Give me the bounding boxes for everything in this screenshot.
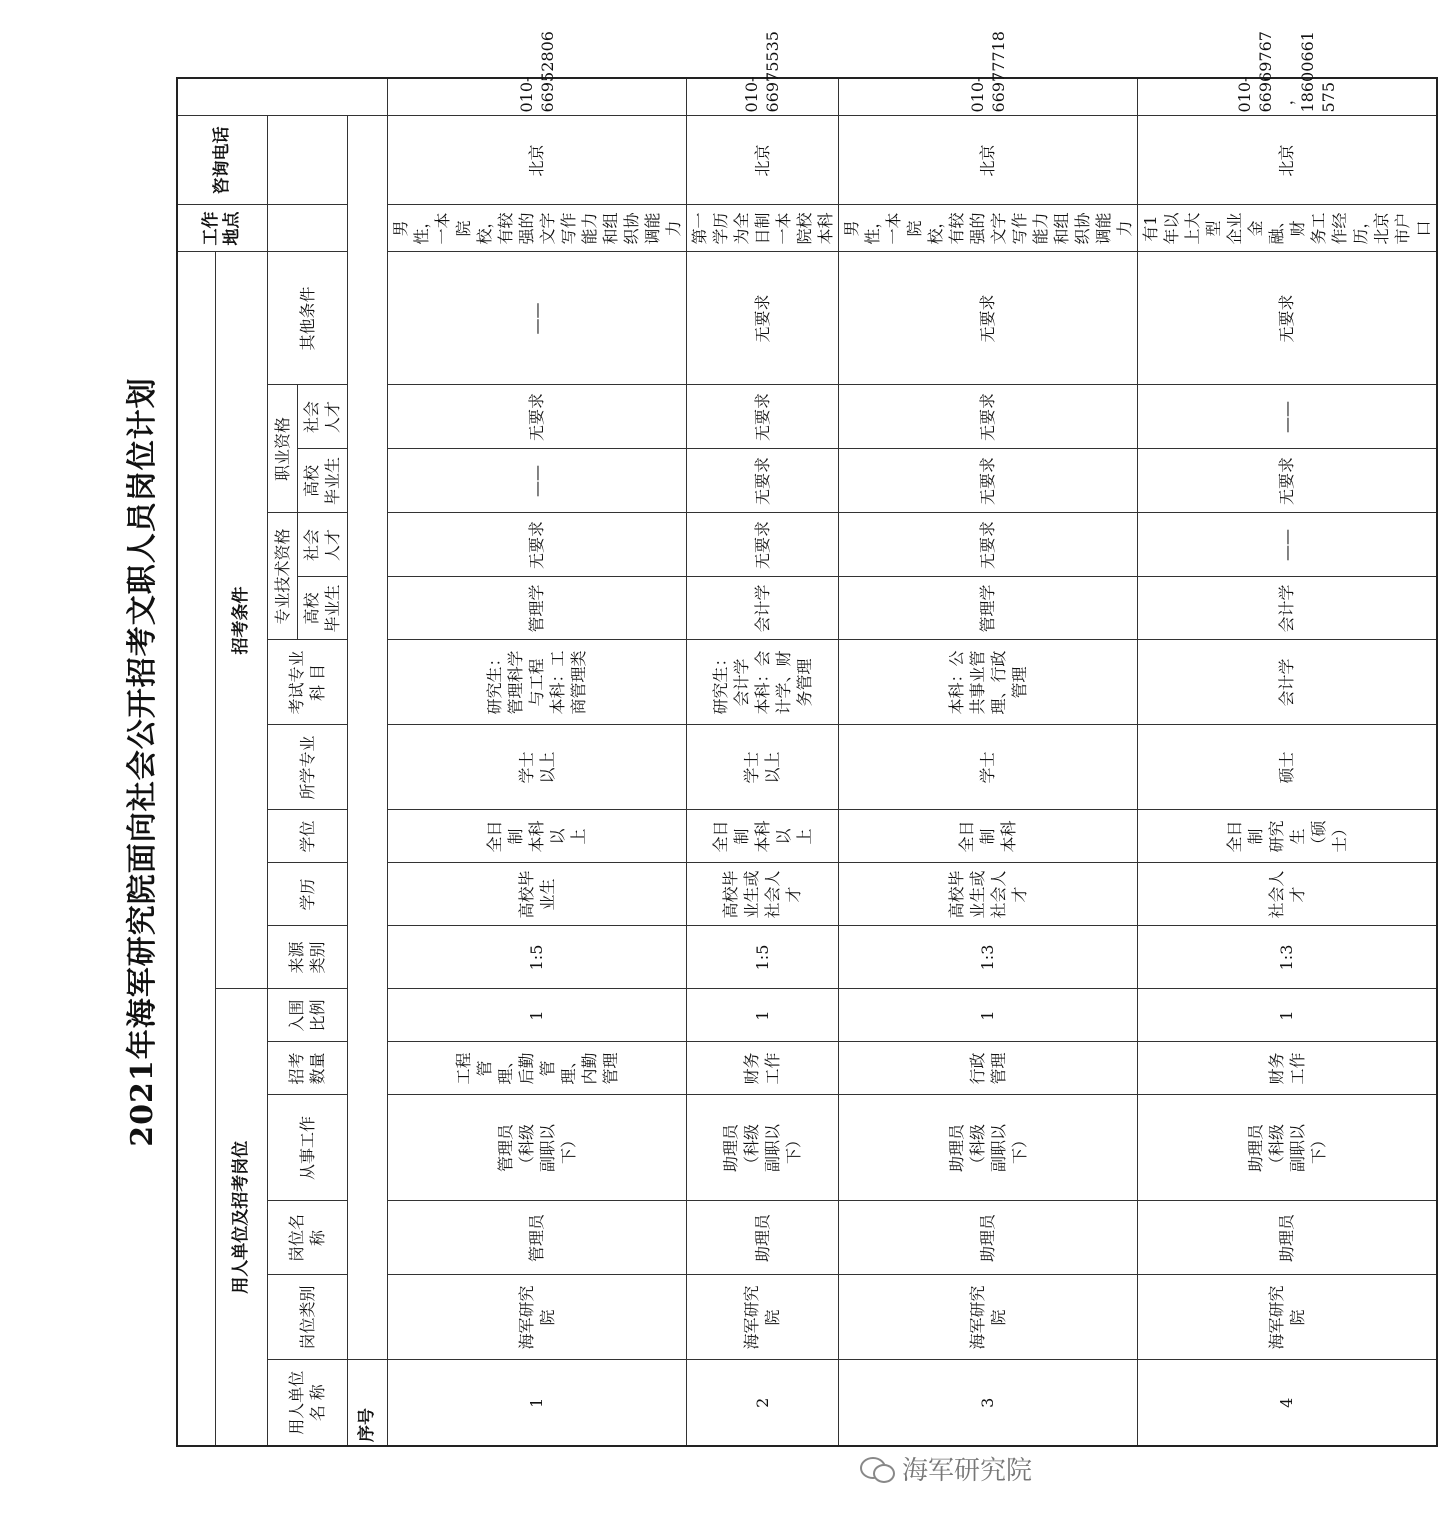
unit-name-cell: 海军研究 院 bbox=[686, 1275, 838, 1360]
degree-cell: 学士 以上 bbox=[387, 725, 686, 810]
ratio-cell: 1:5 bbox=[387, 926, 686, 989]
rotated-document bbox=[118, 31, 1433, 1447]
table-row bbox=[387, 78, 686, 1446]
voc-social-cell: —— bbox=[387, 252, 686, 385]
education-cell: 全日制 研究生 （硕 士） bbox=[1137, 810, 1437, 863]
voc-social-cell: 无要求 bbox=[686, 252, 838, 385]
education-header: 学历 bbox=[267, 863, 347, 926]
source-header: 来源 类别 bbox=[267, 926, 347, 989]
post-category-cell: 助理员 bbox=[838, 1201, 1137, 1275]
positions-table bbox=[176, 31, 1438, 1447]
post-category-header: 岗位类别 bbox=[267, 1275, 347, 1360]
seq-header-row bbox=[347, 78, 387, 1446]
vocational-qual-header: 职业资格 bbox=[267, 385, 297, 513]
tech-graduates-header: 高校 毕业生 bbox=[297, 577, 347, 640]
other-header: 其他条件 bbox=[267, 252, 347, 385]
quota-header: 招考 数量 bbox=[267, 1042, 347, 1095]
document-title: 2021年海军研究院面向社会公开招考文职人员岗位计划 bbox=[125, 377, 160, 1147]
voc-social-cell: 无要求 bbox=[838, 252, 1137, 385]
table-row bbox=[838, 78, 1137, 1446]
major-cell: 研究生： 会计学 本科：会 计学、财 务管理 bbox=[686, 640, 838, 725]
location-cell: 北京 bbox=[387, 116, 686, 205]
phone-cell: 010- 66952806 bbox=[387, 78, 686, 116]
other-cell: 有1年以上大型 企业金融、财 务工作经历， 北京市户口 bbox=[1137, 205, 1437, 252]
location-cell: 北京 bbox=[838, 116, 1137, 205]
degree-cell: 学士 以上 bbox=[686, 725, 838, 810]
work-header: 从事工作 bbox=[267, 1095, 347, 1201]
location-header: 工作 地点 bbox=[177, 205, 267, 252]
tech-social-cell: —— bbox=[387, 449, 686, 513]
post-category-cell: 助理员 bbox=[686, 1201, 838, 1275]
education-cell: 全日制 本科以 上 bbox=[387, 810, 686, 863]
unit-name-cell: 海军研究 院 bbox=[1137, 1275, 1437, 1360]
seq-cell: 2 bbox=[686, 1360, 838, 1446]
post-category-cell: 管理员 bbox=[387, 1201, 686, 1275]
tech-qual-header: 专业技术资格 bbox=[267, 513, 297, 640]
major-header: 所学专业 bbox=[267, 725, 347, 810]
major-cell: 本科：公 共事业管 理、行政 管理 bbox=[838, 640, 1137, 725]
seq-header: 序号 bbox=[347, 1360, 387, 1446]
post-name-cell: 助理员 （科级 副职以 下） bbox=[686, 1095, 838, 1201]
phone-cell: 010- 66977718 bbox=[838, 78, 1137, 116]
education-cell: 全日制 本科 bbox=[838, 810, 1137, 863]
degree-header: 学位 bbox=[267, 810, 347, 863]
exam-subject-cell: 会计学 bbox=[1137, 577, 1437, 640]
degree-cell: 硕士 bbox=[1137, 725, 1437, 810]
exam-subject-header: 考试专业 科 目 bbox=[267, 640, 347, 725]
phone-header: 咨询电话 bbox=[177, 116, 267, 205]
unit-group-header: 用人单位及招考岗位 bbox=[215, 989, 267, 1446]
quota-cell: 1 bbox=[838, 989, 1137, 1042]
work-cell: 财务工作 bbox=[1137, 1042, 1437, 1095]
voc-grad-cell: 无要求 bbox=[387, 385, 686, 449]
source-cell: 高校毕 业生或 社会人 才 bbox=[838, 863, 1137, 926]
tech-social-cell: 无要求 bbox=[686, 449, 838, 513]
wechat-icon bbox=[860, 1454, 894, 1482]
exam-subject-cell: 管理学 bbox=[387, 577, 686, 640]
exam-subject-cell: 管理学 bbox=[838, 577, 1137, 640]
table-row bbox=[686, 78, 838, 1446]
major-cell: 会计学 bbox=[1137, 640, 1437, 725]
location-cell: 北京 bbox=[686, 116, 838, 205]
exam-subject-cell: 会计学 bbox=[686, 577, 838, 640]
tech-grad-cell: 无要求 bbox=[387, 513, 686, 577]
quota-cell: 1 bbox=[1137, 989, 1437, 1042]
voc-grad-cell: 无要求 bbox=[838, 385, 1137, 449]
education-cell: 全日制 本科以 上 bbox=[686, 810, 838, 863]
work-cell: 行政管理 bbox=[838, 1042, 1137, 1095]
other-cell: 第一学历为全 日制一本院校 本科 bbox=[686, 205, 838, 252]
tech-social-cell: 无要求 bbox=[838, 449, 1137, 513]
quota-cell: 1 bbox=[387, 989, 686, 1042]
degree-cell: 学士 bbox=[838, 725, 1137, 810]
source-cell: 社会人 才 bbox=[1137, 863, 1437, 926]
seq-cell: 1 bbox=[387, 1360, 686, 1446]
post-category-cell: 助理员 bbox=[1137, 1201, 1437, 1275]
ratio-cell: 1:3 bbox=[1137, 926, 1437, 989]
seq-cell: 4 bbox=[1137, 1360, 1437, 1446]
location-cell: 北京 bbox=[1137, 116, 1437, 205]
tech-grad-cell: —— bbox=[1137, 513, 1437, 577]
tech-grad-cell: 无要求 bbox=[838, 513, 1137, 577]
table-row bbox=[1137, 78, 1437, 1446]
voc-social-cell: 无要求 bbox=[1137, 252, 1437, 385]
other-cell: 男性，一本院 校，有较强的 文字写作能力 和组织协调能 力 bbox=[387, 205, 686, 252]
header-row-1 bbox=[177, 78, 215, 1446]
tech-social-header: 社会 人才 bbox=[297, 513, 347, 577]
phone-cell: 010- 66975535 bbox=[686, 78, 838, 116]
post-name-cell: 管理员 （科级 副职以 下） bbox=[387, 1095, 686, 1201]
header-row-2 bbox=[215, 78, 267, 1446]
unit-name-cell: 海军研究 院 bbox=[387, 1275, 686, 1360]
header-row-3 bbox=[267, 78, 297, 1446]
voc-grad-cell: 无要求 bbox=[686, 385, 838, 449]
major-cell: 研究生： 管理科学 与工程 本科：工 商管理类 bbox=[387, 640, 686, 725]
source-cell: 高校毕 业生或 社会人 才 bbox=[686, 863, 838, 926]
post-name-cell: 助理员 （科级 副职以 下） bbox=[1137, 1095, 1437, 1201]
conditions-group-header: 招考条件 bbox=[215, 252, 267, 989]
ratio-cell: 1:3 bbox=[838, 926, 1137, 989]
phone-cell: 010- 66969767 ， 18600661 575 bbox=[1137, 78, 1437, 116]
voc-graduates-header: 高校 毕业生 bbox=[297, 449, 347, 513]
work-cell: 工程管理、 后勤管理、 内勤管理 bbox=[387, 1042, 686, 1095]
other-cell: 男性，一本院 校，有较强的 文字写作能力 和组织协调能 力 bbox=[838, 205, 1137, 252]
source-cell: 高校毕 业生 bbox=[387, 863, 686, 926]
post-name-header: 岗位名 称 bbox=[267, 1201, 347, 1275]
ratio-header: 入围 比例 bbox=[267, 989, 347, 1042]
tech-social-cell: 无要求 bbox=[1137, 449, 1437, 513]
seq-cell: 3 bbox=[838, 1360, 1137, 1446]
post-name-cell: 助理员 （科级 副职以 下） bbox=[838, 1095, 1137, 1201]
unit-name-header: 用人单位 名 称 bbox=[267, 1360, 347, 1446]
voc-grad-cell: —— bbox=[1137, 385, 1437, 449]
quota-cell: 1 bbox=[686, 989, 838, 1042]
work-cell: 财务工作 bbox=[686, 1042, 838, 1095]
voc-social-header: 社会 人才 bbox=[297, 385, 347, 449]
watermark-text: 海军研究院 bbox=[902, 1455, 1033, 1486]
unit-name-cell: 海军研究 院 bbox=[838, 1275, 1137, 1360]
watermark bbox=[860, 1448, 1032, 1488]
ratio-cell: 1:5 bbox=[686, 926, 838, 989]
tech-grad-cell: 无要求 bbox=[686, 513, 838, 577]
